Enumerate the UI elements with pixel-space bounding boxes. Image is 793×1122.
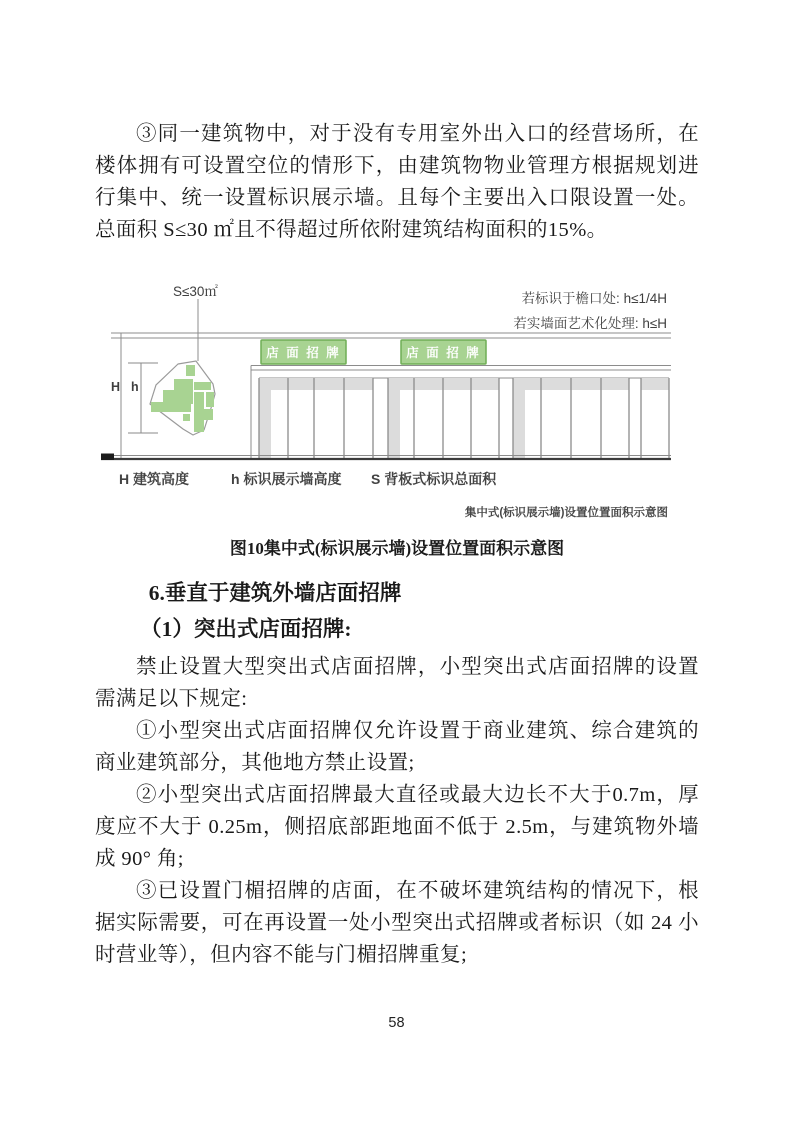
legend-total-area: S 背板式标识总面积: [371, 471, 497, 487]
storefront-sign-banner: [261, 340, 346, 364]
ground-line: [101, 454, 671, 461]
rule-intro-paragraph: 禁止设置大型突出式店面招牌，小型突出式店面招牌的设置需满足以下规定:: [95, 656, 699, 710]
svg-text:店 面 招 牌: 店 面 招 牌: [266, 346, 341, 360]
page-content: [95, 0, 699, 971]
storefront-sign-banner: [401, 340, 486, 364]
figure-footnote: 集中式(标识展示墙)设置位置面积示意图: [464, 507, 668, 519]
intro-paragraph: ③同一建筑物中，对于没有专用室外出入口的经营场所，在楼体拥有可设置空位的情形下，由建筑物物业管理方根据规划进行集中、统一设置标识展示墙。且每个主要出入口限设置一处。总面积 S≤30 ㎡且不得超过所依附建筑结构面积的15%。: [95, 123, 699, 241]
rules-block: [95, 651, 699, 971]
figure-note-wall: 若实墙面艺术化处理: h≤H: [513, 316, 667, 331]
storefront-shading: [259, 378, 669, 458]
rule-paragraph-3: ③已设置门楣招牌的店面，在不破坏建筑结构的情况下，根据实际需要，可在再设置一处小型突出式招牌或者标识（如 24 小时营业等），但内容不能与门楣招牌重复;: [95, 880, 699, 966]
subsection-heading: （1）突出式店面招牌:: [140, 617, 352, 641]
svg-text:店 面 招 牌: 店 面 招 牌: [406, 346, 481, 360]
dim-label-building-height: H: [111, 380, 121, 394]
page-number: 58: [388, 1015, 405, 1031]
figure-diagram: [101, 272, 671, 522]
figure-area-label: S≤30㎡: [173, 284, 218, 299]
legend-wall-height: h 标识展示墙高度: [231, 471, 342, 487]
rule-paragraph-2: ②小型突出式店面招牌最大直径或最大边长不大于0.7m，厚度应不大于 0.25m，侧招底部距地面不低于 2.5m，与建筑物外墙成 90° 角;: [95, 784, 699, 870]
rule-paragraph-1: ①小型突出式店面招牌仅允许设置于商业建筑、综合建筑的商业建筑部分，其他地方禁止设置;: [95, 720, 699, 774]
section-heading: 6.垂直于建筑外墙店面招牌: [148, 581, 402, 605]
sign-display-wall-shape: [150, 361, 215, 435]
legend-building-height: H 建筑高度: [119, 471, 189, 487]
dim-label-wall-height: h: [131, 380, 139, 394]
figure-note-eave: 若标识于檐口处: h≤1/4H: [521, 291, 667, 306]
figure-caption: 图10集中式(标识展示墙)设置位置面积示意图: [229, 539, 565, 558]
